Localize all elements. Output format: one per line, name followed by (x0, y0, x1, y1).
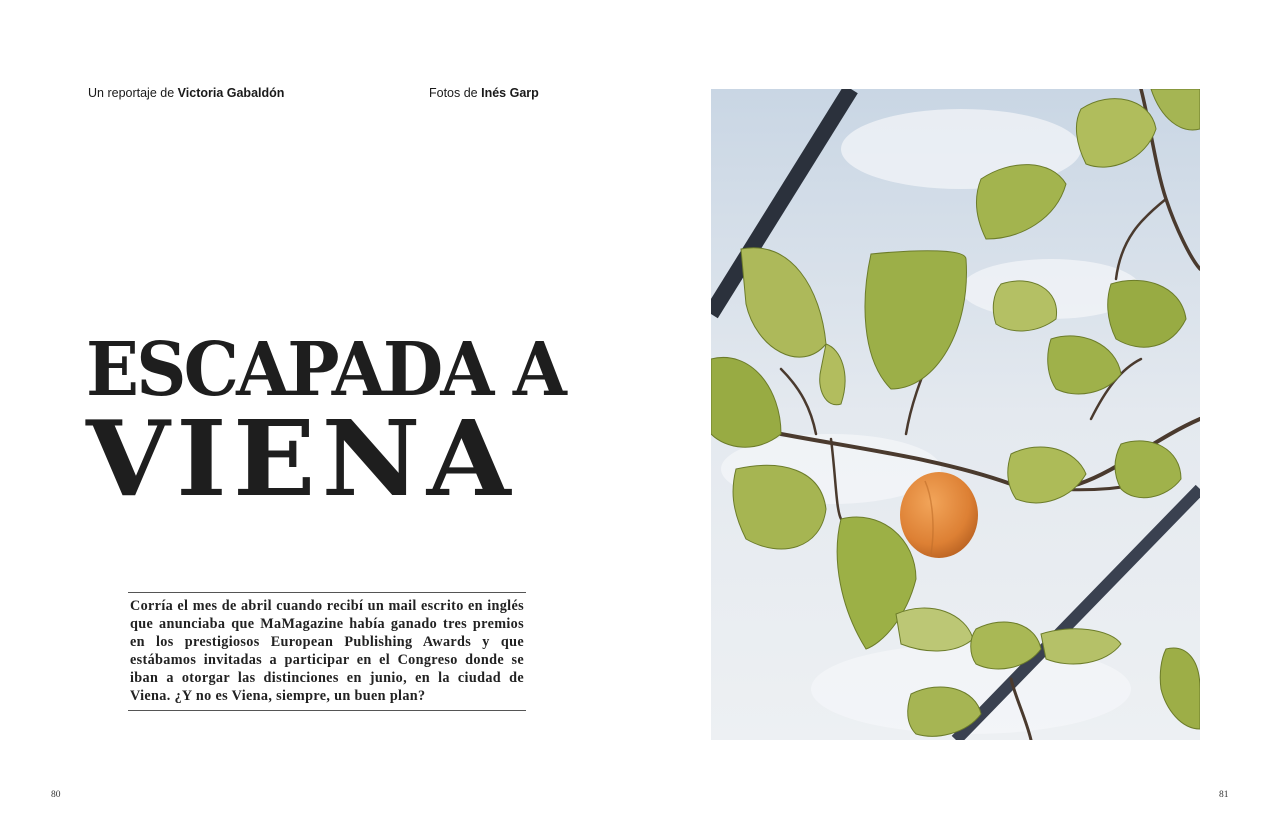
headline-line-2: VIENA (86, 397, 517, 520)
photo-credit (429, 86, 539, 100)
author-byline (88, 86, 284, 100)
headline-line-1: ESCAPADA A (86, 327, 565, 413)
article-headline (86, 327, 566, 520)
page-number-left: 80 (51, 790, 61, 800)
apricot-branch-photo (711, 89, 1200, 740)
photo-credit-prefix: Fotos de (429, 86, 478, 100)
photographer-name: Inés Garp (481, 86, 539, 100)
page-number-right: 81 (1219, 790, 1229, 800)
author-prefix: Un reportaje de (88, 86, 175, 100)
photo-illustration (711, 89, 1200, 740)
lead-paragraph: Corría el mes de abril cuando recibí un mail escrito en inglés que anunciaba que MaMagazine había ganado tres premios en los prestigiosos European Publishing Awards y que estábamos invitadas a participar en el Congreso donde se iban a otorgar las distinciones en junio, en la ciudad de Viena. ¿Y no es Viena, siempre, un buen plan? (128, 592, 526, 711)
author-name: Victoria Gabaldón (177, 86, 285, 100)
apricot (900, 472, 978, 558)
